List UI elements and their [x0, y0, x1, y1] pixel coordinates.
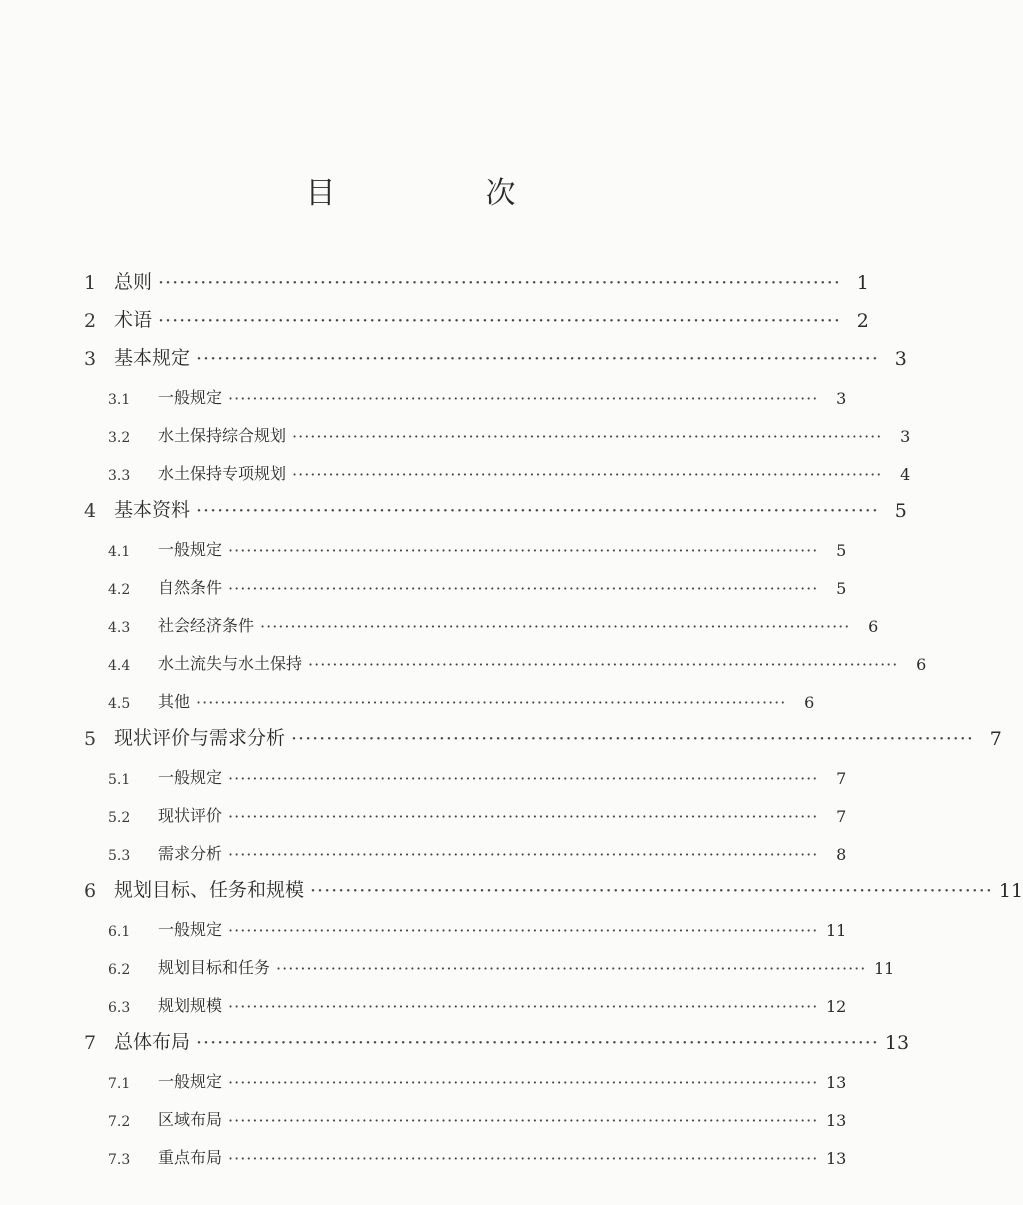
leader-dots: ································································································· — [228, 807, 819, 826]
toc-entry-3-2[interactable] — [84, 418, 911, 446]
entry-page: 13 — [884, 1032, 910, 1054]
toc-entry-6-1[interactable] — [84, 912, 847, 940]
entry-label: 规划规模 — [158, 996, 223, 1015]
entry-label: 基本规定 — [114, 347, 191, 369]
entry-page: 12 — [826, 997, 847, 1016]
leader-dots: ································································································· — [228, 389, 819, 408]
toc-entry-1[interactable] — [84, 266, 869, 294]
entry-number: 7.2 — [108, 1114, 131, 1130]
toc-entry-4-5[interactable] — [84, 684, 815, 712]
leader-dots: ································································································· — [308, 655, 899, 674]
toc-title: 目 次 — [305, 176, 576, 211]
leader-dots: ································································································· — [310, 880, 993, 902]
leader-dots: ································································································· — [196, 693, 787, 712]
entry-page: 13 — [826, 1073, 847, 1092]
entry-number: 7.1 — [108, 1076, 131, 1092]
entry-label: 水土保持综合规划 — [158, 426, 287, 445]
entry-page: 13 — [826, 1149, 847, 1168]
toc-entry-7-1[interactable] — [84, 1064, 847, 1092]
entry-number: 5.3 — [108, 848, 131, 864]
entry-label: 现状评价 — [158, 806, 223, 825]
entry-page: 11 — [826, 921, 847, 940]
leader-dots: ································································································· — [196, 1032, 879, 1054]
entry-number: 4 — [84, 500, 97, 522]
toc-entry-4[interactable] — [84, 494, 907, 522]
entry-label: 现状评价与需求分析 — [114, 727, 286, 749]
toc-entry-5-1[interactable] — [84, 760, 847, 788]
entry-number: 6.3 — [108, 1000, 131, 1016]
entry-number: 1 — [84, 272, 97, 294]
entry-page: 5 — [894, 500, 907, 522]
entry-label: 总体布局 — [114, 1031, 191, 1053]
toc-entry-6[interactable] — [84, 874, 1023, 902]
entry-number: 3.2 — [108, 430, 131, 446]
leader-dots: ································································································· — [196, 500, 879, 522]
entry-number: 4.5 — [108, 696, 131, 712]
leader-dots: ································································································· — [228, 1149, 819, 1168]
entry-number: 2 — [84, 310, 97, 332]
entry-label: 规划目标、任务和规模 — [114, 879, 305, 901]
leader-dots: ································································································· — [228, 1073, 819, 1092]
entry-page: 7 — [989, 728, 1002, 750]
entry-page: 1 — [856, 272, 869, 294]
entry-page: 11 — [998, 880, 1023, 902]
leader-dots: ································································································· — [158, 272, 841, 294]
entry-page: 3 — [836, 389, 847, 408]
toc-entry-2[interactable] — [84, 304, 869, 332]
entry-page: 6 — [916, 655, 927, 674]
toc-entry-5[interactable] — [84, 722, 1002, 750]
toc-entry-7-3[interactable] — [84, 1140, 847, 1168]
toc-entry-5-3[interactable] — [84, 836, 847, 864]
leader-dots: ································································································· — [276, 959, 867, 978]
leader-dots: ································································································· — [228, 921, 819, 940]
entry-label: 基本资料 — [114, 499, 191, 521]
leader-dots: ································································································· — [228, 579, 819, 598]
entry-label: 区域布局 — [158, 1110, 223, 1129]
entry-label: 规划目标和任务 — [158, 958, 271, 977]
leader-dots: ································································································· — [228, 769, 819, 788]
entry-label: 社会经济条件 — [158, 616, 255, 635]
entry-page: 5 — [836, 579, 847, 598]
entry-number: 4.2 — [108, 582, 131, 598]
toc-entry-7-2[interactable] — [84, 1102, 847, 1130]
entry-number: 3 — [84, 348, 97, 370]
entry-number: 5.2 — [108, 810, 131, 826]
entry-label: 水土保持专项规划 — [158, 464, 287, 483]
entry-page: 7 — [836, 769, 847, 788]
leader-dots: ································································································· — [196, 348, 879, 370]
toc-entry-6-3[interactable] — [84, 988, 847, 1016]
leader-dots: ································································································· — [260, 617, 851, 636]
entry-label: 水土流失与水土保持 — [158, 654, 303, 673]
toc-entry-4-4[interactable] — [84, 646, 927, 674]
toc-entry-3[interactable] — [84, 342, 907, 370]
leader-dots: ································································································· — [291, 728, 974, 750]
entry-label: 一般规定 — [158, 920, 223, 939]
entry-label: 自然条件 — [158, 578, 223, 597]
entry-label: 一般规定 — [158, 1072, 223, 1091]
leader-dots: ································································································· — [292, 427, 883, 446]
entry-number: 6.1 — [108, 924, 131, 940]
entry-label: 重点布局 — [158, 1148, 223, 1167]
entry-number: 5.1 — [108, 772, 131, 788]
entry-label: 其他 — [158, 692, 191, 711]
leader-dots: ································································································· — [228, 1111, 819, 1130]
entry-page: 4 — [900, 465, 911, 484]
entry-number: 7.3 — [108, 1152, 131, 1168]
entry-number: 5 — [84, 728, 97, 750]
entry-label: 一般规定 — [158, 540, 223, 559]
leader-dots: ································································································· — [228, 541, 819, 560]
leader-dots: ································································································· — [158, 310, 841, 332]
entry-label: 总则 — [114, 271, 153, 293]
leader-dots: ································································································· — [292, 465, 883, 484]
entry-label: 术语 — [114, 309, 153, 331]
entry-label: 一般规定 — [158, 768, 223, 787]
toc-entry-3-3[interactable] — [84, 456, 911, 484]
toc-entry-7[interactable] — [84, 1026, 910, 1054]
entry-number: 6 — [84, 880, 97, 902]
entry-page: 2 — [856, 310, 869, 332]
entry-number: 4.3 — [108, 620, 131, 636]
entry-page: 8 — [836, 845, 847, 864]
entry-number: 4.1 — [108, 544, 131, 560]
entry-page: 13 — [826, 1111, 847, 1130]
entry-label: 需求分析 — [158, 844, 223, 863]
toc-entry-6-2[interactable] — [84, 950, 895, 978]
leader-dots: ································································································· — [228, 845, 819, 864]
entry-number: 4.4 — [108, 658, 131, 674]
entry-label: 一般规定 — [158, 388, 223, 407]
toc-entry-5-2[interactable] — [84, 798, 847, 826]
entry-number: 7 — [84, 1032, 97, 1054]
entry-page: 6 — [804, 693, 815, 712]
entry-number: 3.3 — [108, 468, 131, 484]
entry-page: 5 — [836, 541, 847, 560]
entry-page: 3 — [894, 348, 907, 370]
leader-dots: ································································································· — [228, 997, 819, 1016]
entry-page: 6 — [868, 617, 879, 636]
entry-number: 6.2 — [108, 962, 131, 978]
entry-number: 3.1 — [108, 392, 131, 408]
toc-entry-3-1[interactable] — [84, 380, 847, 408]
toc-entry-4-1[interactable] — [84, 532, 847, 560]
entry-page: 7 — [836, 807, 847, 826]
entry-page: 3 — [900, 427, 911, 446]
toc-entry-4-2[interactable] — [84, 570, 847, 598]
entry-page: 11 — [874, 959, 895, 978]
toc-entry-4-3[interactable] — [84, 608, 879, 636]
